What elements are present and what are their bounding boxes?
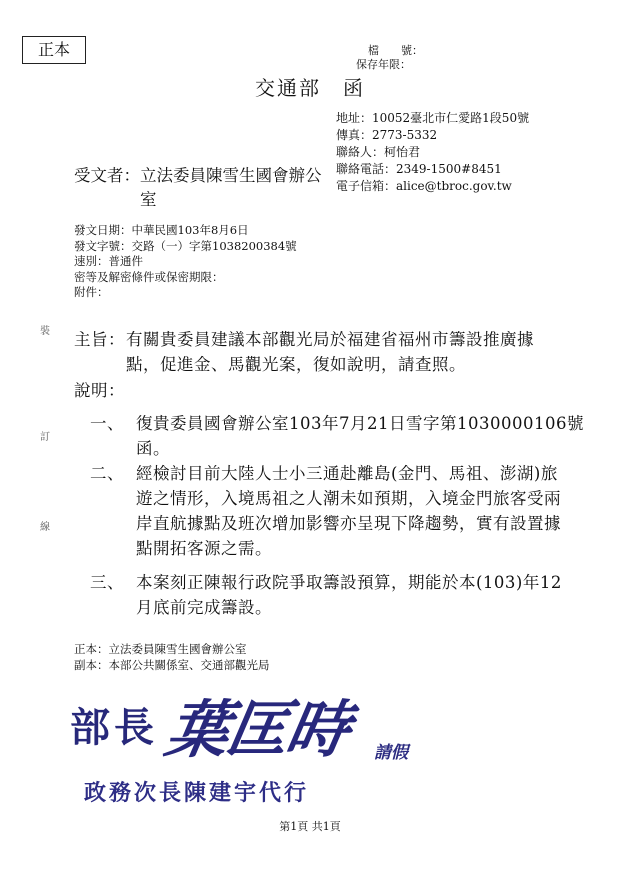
item-line: 復貴委員國會辦公室103年7月21日雪字第1030000106號: [136, 414, 584, 433]
item-line: 經檢討目前大陸人士小三通赴離島(金門、馬祖、澎湖)旅: [136, 464, 558, 483]
recipient-line-1: 立法委員陳雪生國會辦公: [140, 166, 322, 185]
item-line: 函。: [136, 439, 170, 458]
item-line: 遊之情形，入境馬祖之人潮未如預期，入境金門旅客受兩: [136, 489, 561, 508]
deputy-stamp: 政務次長陳建宇代行: [84, 780, 310, 806]
item-line: 岸直航據點及班次增加影響亦呈現下降趨勢，實有設置據: [136, 514, 561, 533]
item-line: 月底前完成籌設。: [136, 598, 272, 617]
item-number: 一、: [90, 414, 124, 433]
distribution-copy: 副本：本部公共關係室、交通部觀光局: [74, 658, 270, 672]
subject-label: 主旨：: [74, 330, 125, 349]
explanation-item-3: [90, 570, 600, 620]
contact-person: 聯絡人：柯怡君: [336, 145, 421, 159]
email: 電子信箱：alice@tbroc.gov.tw: [336, 179, 512, 193]
item-number: 二、: [90, 464, 124, 483]
binding-mark-2: 訂: [40, 432, 50, 443]
item-line: 本案刻正陳報行政院爭取籌設預算，期能於本(103)年12: [136, 573, 562, 592]
recipient-label: 受文者：: [74, 166, 140, 185]
doc-number: 發文字號：交路（一）字第1038200384號: [74, 238, 297, 253]
handwritten-signature: 葉匡時: [160, 693, 354, 766]
explanation-item-1: [90, 411, 600, 461]
distribution-original: 正本：立法委員陳雪生國會辦公室: [74, 642, 247, 656]
recipient-block: [74, 164, 322, 212]
phone: 聯絡電話：2349-1500#8451: [336, 162, 502, 176]
leave-note: 請假: [374, 743, 408, 763]
subject-line-1: 有關貴委員建議本部觀光局於福建省福州市籌設推廣據: [126, 330, 534, 349]
subject: [74, 327, 594, 377]
issue-date: 發文日期：中華民國103年8月6日: [74, 223, 249, 237]
recipient-line-2: 室: [140, 190, 157, 209]
copy-stamp: 正本: [22, 36, 86, 64]
signature-title: 部長: [70, 704, 158, 751]
document-title: 交通部 函: [255, 76, 365, 100]
explanation-item-2: [90, 461, 600, 561]
attachments: 附件：: [74, 285, 109, 299]
item-number: 三、: [90, 573, 124, 592]
urgency: 速別：普通件: [74, 254, 143, 268]
contact-block: [336, 110, 529, 195]
file-number-label: 檔 號：: [368, 44, 423, 57]
fax: 傳真：2773-5332: [336, 128, 438, 142]
binding-mark-3: 線: [40, 522, 50, 533]
classification: 密等及解密條件或保密期限：: [74, 269, 224, 284]
page-number: 第1頁 共1頁: [279, 820, 341, 833]
explanation-label: 說明：: [74, 381, 125, 400]
address: 地址：10052臺北市仁愛路1段50號: [336, 111, 530, 125]
retention-label: 保存年限：: [356, 58, 411, 71]
item-line: 點開拓客源之需。: [136, 539, 272, 558]
binding-mark-1: 裝: [40, 326, 50, 337]
subject-line-2: 點，促進金、馬觀光案，復如說明，請查照。: [126, 355, 466, 374]
meta-block: [74, 223, 297, 301]
